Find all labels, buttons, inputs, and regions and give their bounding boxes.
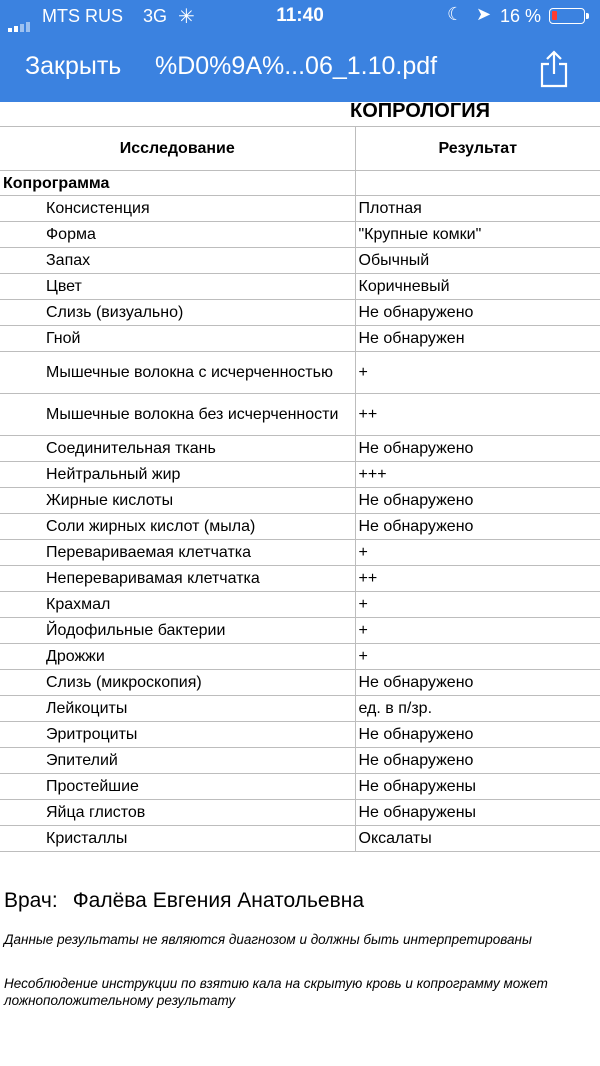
study-name: Лейкоциты [0, 696, 355, 722]
activity-spinner-icon: ✳ [178, 6, 195, 28]
table-row [0, 748, 600, 774]
table-row [0, 394, 600, 436]
study-name: Эпителий [0, 748, 355, 774]
study-result: + [355, 540, 600, 566]
header-result: Результат [355, 127, 600, 171]
table-row [0, 566, 600, 592]
study-name: Кристаллы [0, 826, 355, 852]
section-title: Копрограмма [0, 171, 355, 196]
table-row [0, 800, 600, 826]
battery-icon [549, 8, 585, 24]
study-name: Жирные кислоты [0, 488, 355, 514]
table-row [0, 488, 600, 514]
study-result: Плотная [355, 196, 600, 222]
table-header [0, 127, 600, 171]
instruction-note-line1: Несоблюдение инструкции по взятию кала на скрытую кровь и копрограмму может [4, 976, 548, 991]
table-row [0, 222, 600, 248]
study-name: Непереваривамая клетчатка [0, 566, 355, 592]
report-title: КОПРОЛОГИЯ [350, 100, 490, 122]
study-result: Оксалаты [355, 826, 600, 852]
table-row [0, 670, 600, 696]
top-bar [0, 0, 600, 102]
doctor-name: Фалёва Евгения Анатольевна [72, 889, 365, 912]
study-name: Цвет [0, 274, 355, 300]
battery-fill [552, 11, 557, 20]
battery-percent: 16 % [500, 6, 542, 26]
status-bar [0, 0, 600, 34]
table-row [0, 274, 600, 300]
study-result: + [355, 618, 600, 644]
instruction-note-line2: ложноположительному результату [4, 993, 236, 1008]
network-label: 3G [143, 6, 168, 26]
table-row [0, 300, 600, 326]
table-row [0, 592, 600, 618]
study-result: "Крупные комки" [355, 222, 600, 248]
study-result: +++ [355, 462, 600, 488]
study-result: Не обнаружено [355, 722, 600, 748]
study-result: + [355, 644, 600, 670]
study-name: Крахмал [0, 592, 355, 618]
share-icon[interactable] [537, 50, 571, 88]
study-result: Обычный [355, 248, 600, 274]
study-name: Йодофильные бактерии [0, 618, 355, 644]
study-name: Слизь (микроскопия) [0, 670, 355, 696]
doctor-line [4, 889, 364, 913]
results-table [0, 126, 600, 852]
study-name: Яйца глистов [0, 800, 355, 826]
table-row [0, 618, 600, 644]
study-name: Эритроциты [0, 722, 355, 748]
table-row [0, 352, 600, 394]
study-result: ед. в п/зр. [355, 696, 600, 722]
study-result: Не обнаружено [355, 436, 600, 462]
study-name: Консистенция [0, 196, 355, 222]
header-study: Исследование [0, 127, 355, 171]
study-name: Соединительная ткань [0, 436, 355, 462]
study-name: Нейтральный жир [0, 462, 355, 488]
document-title: %D0%9A%...06_1.10.pdf [155, 52, 438, 80]
location-arrow-icon: ➤ [476, 4, 492, 24]
do-not-disturb-icon: ☾ [447, 4, 464, 24]
doctor-label: Врач: [4, 889, 58, 912]
study-result: Не обнаружено [355, 300, 600, 326]
table-row [0, 514, 600, 540]
study-name: Простейшие [0, 774, 355, 800]
table-row [0, 436, 600, 462]
table-row [0, 462, 600, 488]
table-row [0, 196, 600, 222]
table-row [0, 644, 600, 670]
study-name: Запах [0, 248, 355, 274]
table-row [0, 774, 600, 800]
study-result: Не обнаружены [355, 774, 600, 800]
study-result: Не обнаружено [355, 670, 600, 696]
section-empty-cell [355, 171, 600, 196]
study-result: Не обнаружено [355, 748, 600, 774]
study-name: Форма [0, 222, 355, 248]
study-result: Не обнаружены [355, 800, 600, 826]
study-name: Соли жирных кислот (мыла) [0, 514, 355, 540]
table-row [0, 722, 600, 748]
table-row [0, 826, 600, 852]
table-row [0, 696, 600, 722]
disclaimer-note: Данные результаты не являются диагнозом и должны быть интерпретированы [4, 932, 532, 947]
study-result: + [355, 352, 600, 394]
section-row [0, 171, 600, 196]
close-button[interactable]: Закрыть [25, 52, 122, 80]
table-row [0, 248, 600, 274]
study-name: Гной [0, 326, 355, 352]
study-result: Не обнаружено [355, 514, 600, 540]
study-name: Мышечные волокна без исчерченности [0, 394, 355, 436]
study-result: Коричневый [355, 274, 600, 300]
study-result: Не обнаружено [355, 488, 600, 514]
study-result: Не обнаружен [355, 326, 600, 352]
table-row [0, 326, 600, 352]
clock: 11:40 [276, 5, 324, 26]
study-name: Перевариваемая клетчатка [0, 540, 355, 566]
study-result: ++ [355, 394, 600, 436]
study-result: ++ [355, 566, 600, 592]
carrier-label: MTS RUS [42, 6, 123, 26]
study-name: Дрожжи [0, 644, 355, 670]
table-row [0, 540, 600, 566]
study-name: Слизь (визуально) [0, 300, 355, 326]
study-name: Мышечные волокна с исчерченностью [0, 352, 355, 394]
study-result: + [355, 592, 600, 618]
